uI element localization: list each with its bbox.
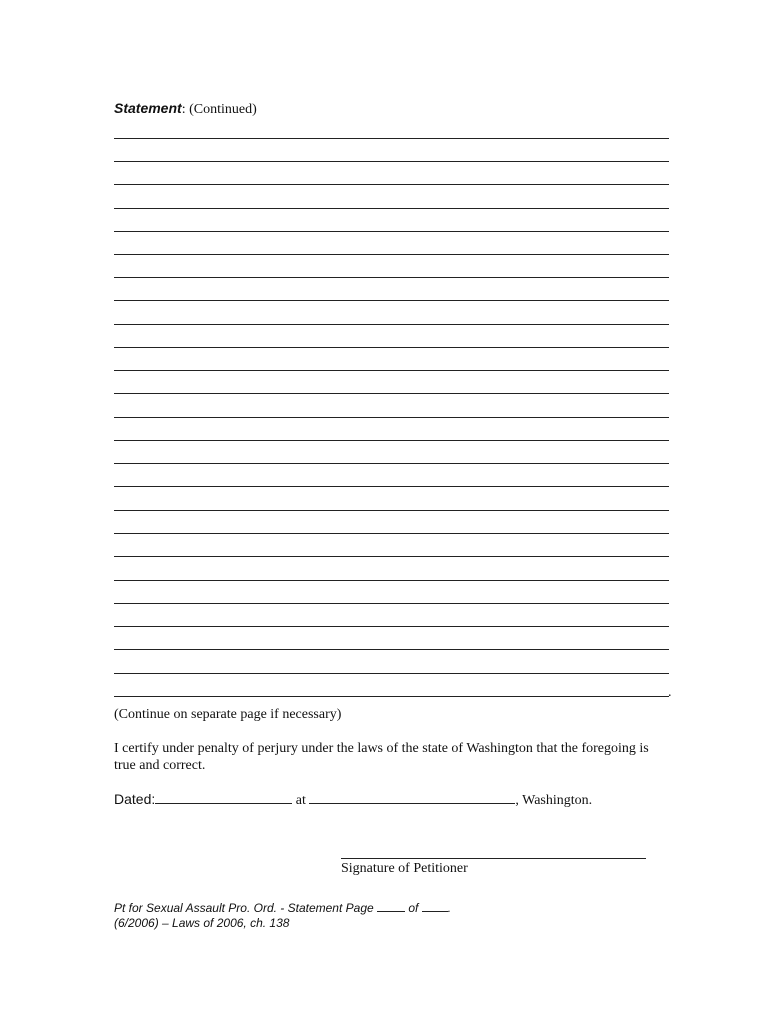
- page-number-field[interactable]: [377, 901, 405, 912]
- page-heading: [114, 99, 257, 119]
- statement-line-21[interactable]: [114, 603, 669, 604]
- continue-note: (Continue on separate page if necessary): [114, 707, 342, 722]
- signature-field[interactable]: [341, 858, 646, 859]
- total-pages-field[interactable]: [422, 901, 448, 912]
- statement-line-8[interactable]: [114, 300, 669, 301]
- statement-line-7[interactable]: [114, 277, 669, 278]
- city-field[interactable]: [309, 790, 515, 804]
- statement-line-14[interactable]: [114, 440, 669, 441]
- statement-line-13[interactable]: [114, 417, 669, 418]
- statement-line-16[interactable]: [114, 486, 669, 487]
- statement-line-19[interactable]: [114, 556, 669, 557]
- statement-line-12[interactable]: [114, 393, 669, 394]
- form-footer: [114, 901, 451, 931]
- statement-line-15[interactable]: [114, 463, 669, 464]
- statement-line-3[interactable]: [114, 184, 669, 185]
- continued-label: : (Continued): [181, 102, 257, 117]
- statement-line-25[interactable]: [114, 696, 669, 697]
- statement-line-10[interactable]: [114, 347, 669, 348]
- line-end-period: .: [668, 685, 672, 700]
- statement-label: Statement: [114, 100, 182, 116]
- statement-line-24[interactable]: [114, 673, 669, 674]
- form-title: Pt for Sexual Assault Pro. Ord. - Statement Page: [114, 901, 374, 915]
- statement-line-2[interactable]: [114, 161, 669, 162]
- dated-row: [114, 790, 592, 810]
- statement-line-23[interactable]: [114, 649, 669, 650]
- statement-line-17[interactable]: [114, 510, 669, 511]
- statement-line-9[interactable]: [114, 324, 669, 325]
- statement-line-5[interactable]: [114, 231, 669, 232]
- footer-title-row: [114, 901, 451, 916]
- statement-line-20[interactable]: [114, 580, 669, 581]
- footer-period: .: [447, 901, 452, 915]
- at-label: at: [295, 793, 306, 808]
- washington-label: , Washington.: [515, 793, 593, 808]
- dated-label: Dated:: [114, 791, 156, 807]
- statement-line-11[interactable]: [114, 370, 669, 371]
- signature-label: Signature of Petitioner: [341, 861, 468, 876]
- form-citation: (6/2006) – Laws of 2006, ch. 138: [114, 916, 290, 930]
- statement-line-1[interactable]: [114, 138, 669, 139]
- statement-line-6[interactable]: [114, 254, 669, 255]
- date-field[interactable]: [155, 790, 292, 804]
- statement-line-18[interactable]: [114, 533, 669, 534]
- statement-line-4[interactable]: [114, 208, 669, 209]
- certification-text: I certify under penalty of perjury under the laws of the state of Washington that the foregoing is true and correct.: [114, 741, 649, 773]
- statement-line-22[interactable]: [114, 626, 669, 627]
- of-label: of: [408, 901, 419, 915]
